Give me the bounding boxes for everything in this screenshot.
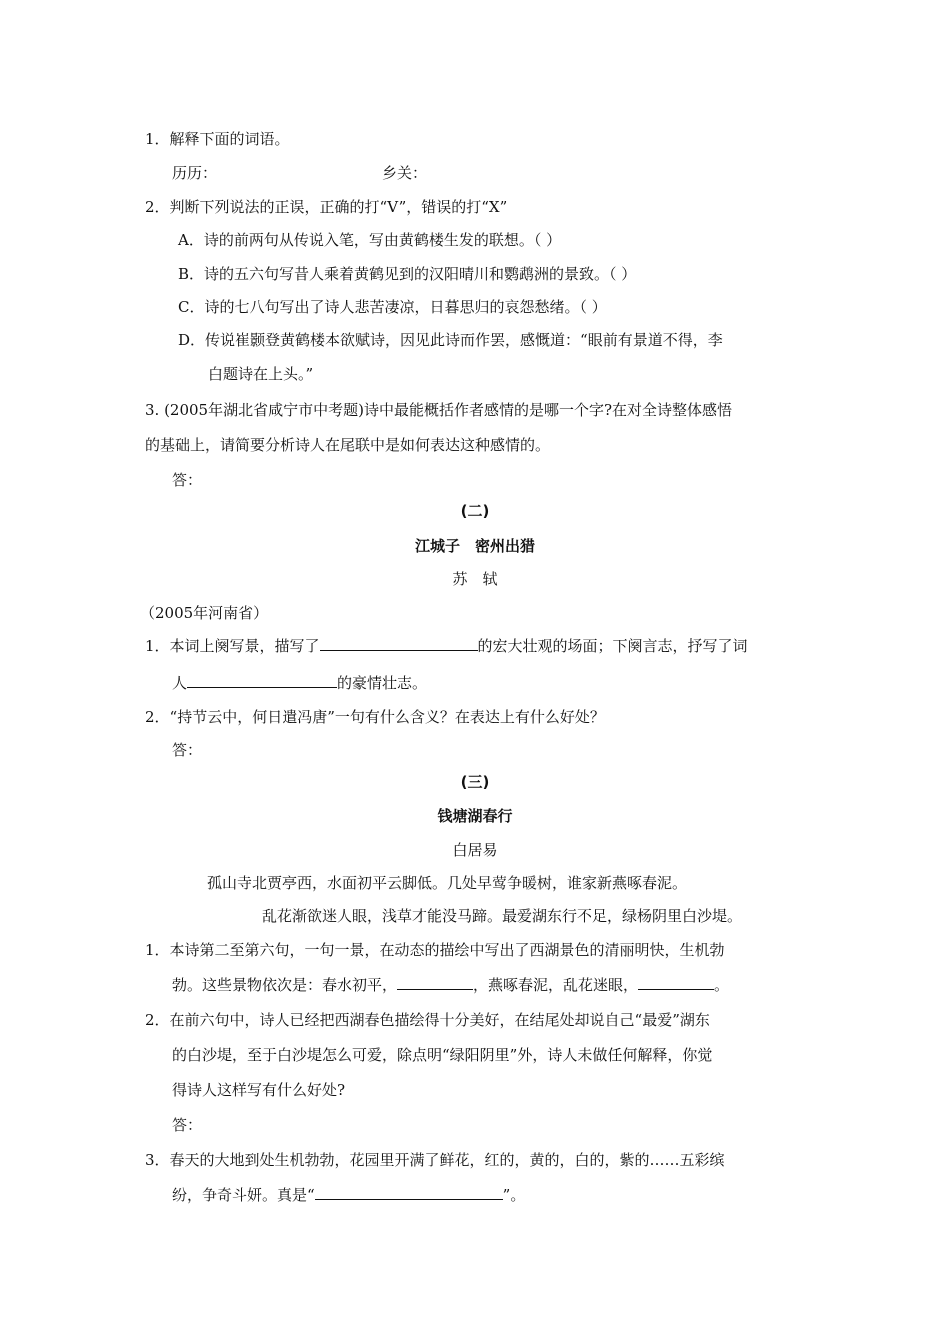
option-d-line2: 白题诗在上头。” (208, 365, 314, 383)
answer-blank[interactable] (320, 636, 478, 651)
part3-question-1-line1: 1．本诗第二至第六句，一句一景，在动态的描绘中写出了西湖景色的清丽明快，生机勃 (145, 941, 725, 959)
part3-question-3-line1: 3．春天的大地到处生机勃勃，花园里开满了鲜花，红的，黄的，白的，紫的……五彩缤 (145, 1151, 725, 1169)
answer-label: 答： (172, 1116, 203, 1134)
question-3-line2: 的基础上，请简要分析诗人在尾联中是如何表达这种感情的。 (145, 436, 551, 454)
part2-question-1-line1: 1．本词上阕写景，描写了 的宏大壮观的场面；下阕言志，抒写了词 (145, 637, 748, 655)
term-lili: 历历： (172, 164, 218, 182)
answer-blank[interactable] (187, 673, 337, 688)
term-xiangguan: 乡关： (382, 164, 428, 182)
answer-blank[interactable] (638, 975, 714, 990)
poem-line-1: 孤山寺北贾亭西，水面初平云脚低。几处早莺争暖树，谁家新燕啄春泥。 (207, 874, 688, 892)
section-heading-3: (三) (460, 773, 490, 791)
poem-title-jiangchengzi: 江城子 密州出猎 (414, 537, 535, 555)
part3-question-1-line2: 勃。这些景物依次是：春水初平， ，燕啄春泥，乱花迷眼， 。 (172, 976, 730, 994)
option-b: B．诗的五六句写昔人乘着黄鹤见到的汉阳晴川和鹦鹉洲的景致。（ ） (178, 265, 637, 283)
section-heading-2: (二) (460, 502, 490, 520)
source-note: （2005年河南省） (140, 604, 269, 622)
option-c: C．诗的七八句写出了诗人悲苦凄凉，日暮思归的哀怨愁绪。（ ） (178, 298, 607, 316)
poem-line-2: 乱花渐欲迷人眼，浅草才能没马蹄。最爱湖东行不足，绿杨阴里白沙堤。 (262, 907, 743, 925)
part3-question-2-line1: 2．在前六句中，诗人已经把西湖春色描绘得十分美好，在结尾处却说自己“最爱”湖东 (145, 1011, 710, 1029)
answer-label: 答： (172, 741, 203, 759)
option-a: A．诗的前两句从传说入笔，写由黄鹤楼生发的联想。（ ） (178, 231, 562, 249)
poem-title-qiantanghu: 钱塘湖春行 (437, 807, 513, 825)
part3-question-2-line3: 得诗人这样写有什么好处? (172, 1081, 346, 1099)
question-3-line1: 3. (2005年湖北省咸宁市中考题)诗中最能概括作者感情的是哪一个字?在对全诗整体感悟 (145, 401, 733, 419)
question-1: 1．解释下面的词语。 (145, 130, 290, 148)
poem-author-sushi: 苏 轼 (452, 570, 498, 588)
poem-author-baijuyi: 白居易 (452, 841, 498, 859)
part3-question-3-line2: 纷，争奇斗妍。真是“ ”。 (172, 1186, 526, 1204)
part2-question-1-line2: 人 的豪情壮志。 (172, 674, 428, 692)
option-d-line1: D．传说崔颢登黄鹤楼本欲赋诗，因见此诗而作罢，感慨道：“眼前有景道不得，李 (178, 331, 723, 349)
part2-question-2: 2．“持节云中，何日遣冯唐”一句有什么含义？在表达上有什么好处？ (145, 708, 605, 726)
answer-blank[interactable] (315, 1185, 503, 1200)
question-2: 2．判断下列说法的正误，正确的打“V”，错误的打“X” (145, 198, 508, 216)
part3-question-2-line2: 的白沙堤，至于白沙堤怎么可爱，除点明“绿阳阴里”外，诗人未做任何解释，你觉 (172, 1046, 713, 1064)
answer-blank[interactable] (397, 975, 473, 990)
answer-label: 答： (172, 471, 203, 489)
